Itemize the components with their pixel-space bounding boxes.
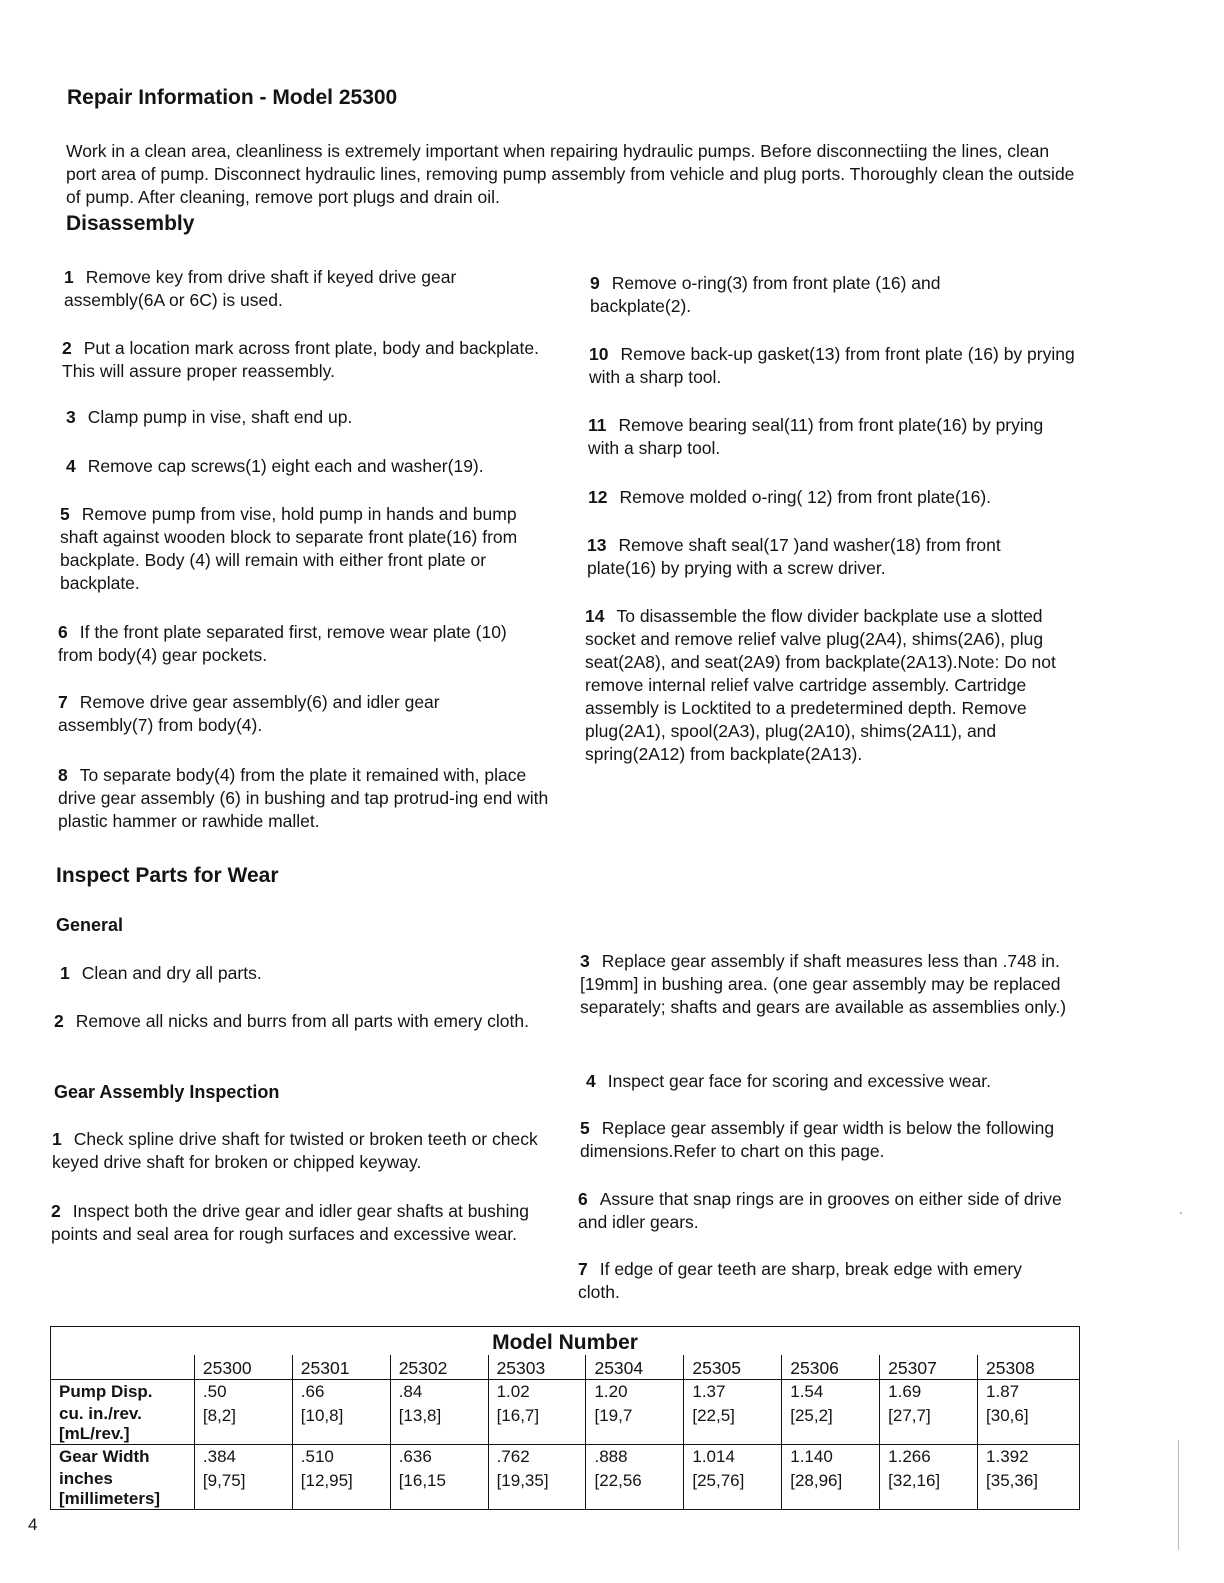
row-label: Pump Disp. cu. in./rev. [mL/rev.]: [51, 1380, 195, 1445]
model-header: 25301: [292, 1355, 390, 1380]
table-cell: .762 [19,35]: [488, 1445, 586, 1510]
header-blank: [51, 1355, 195, 1380]
gear-step: 1 Check spline drive shaft for twisted or broken teeth or check keyed drive shaft for broken or chipped keyway.: [52, 1129, 538, 1172]
row-label: Gear Width inches [millimeters]: [51, 1445, 195, 1510]
page-number: 4: [28, 1515, 38, 1534]
disassembly-step: 12 Remove molded o-ring( 12) from front plate(16).: [588, 487, 992, 507]
table-cell: 1.37 [22,5]: [684, 1380, 782, 1445]
disassembly-step: 10 Remove back-up gasket(13) from front plate (16) by prying with a sharp tool.: [589, 344, 1075, 387]
disassembly-step: 2 Put a location mark across front plate, body and backplate. This will assure proper reassembly.: [62, 338, 539, 381]
model-spec-table: [50, 1326, 1080, 1510]
inspect-heading: Inspect Parts for Wear: [56, 864, 279, 887]
page-title: Repair Information - Model 25300: [67, 86, 398, 109]
disassembly-step: 13 Remove shaft seal(17 )and washer(18) from front plate(16) by prying with a screw driver.: [587, 535, 1001, 578]
gear-step: 3 Replace gear assembly if shaft measures less than .748 in. [19mm] in bushing area. (one gear assembly may be replaced separately; shafts and gears are available as assemblies only.): [580, 951, 1067, 1017]
model-header: 25307: [880, 1355, 978, 1380]
model-header: 25305: [684, 1355, 782, 1380]
table-cell: 1.87 [30,6]: [978, 1380, 1080, 1445]
general-step: 2 Remove all nicks and burrs from all parts with emery cloth.: [54, 1011, 529, 1031]
table-cell: 1.140 [28,96]: [782, 1445, 880, 1510]
disassembly-step: 5 Remove pump from vise, hold pump in hands and bump shaft against wooden block to separate front plate(16) from backplate. Body (4) will remain with either front plate or backplate.: [60, 504, 518, 593]
table-cell: .384 [9,75]: [194, 1445, 292, 1510]
model-header: 25300: [194, 1355, 292, 1380]
table-cell: 1.69 [27,7]: [880, 1380, 978, 1445]
table-cell: 1.392 [35,36]: [978, 1445, 1080, 1510]
scan-speck: [1178, 1440, 1179, 1550]
disassembly-step: 3 Clamp pump in vise, shaft end up.: [66, 407, 353, 427]
gear-step: 4 Inspect gear face for scoring and excessive wear.: [586, 1071, 991, 1091]
disassembly-step: 6 If the front plate separated first, remove wear plate (10) from body(4) gear pockets.: [58, 622, 507, 665]
table-cell: .84 [13,8]: [390, 1380, 488, 1445]
gear-step: 5 Replace gear assembly if gear width is below the following dimensions.Refer to chart on this page.: [580, 1118, 1055, 1161]
table-cell: .510 [12,95]: [292, 1445, 390, 1510]
disassembly-heading: Disassembly: [66, 212, 195, 235]
gear-step: 7 If edge of gear teeth are sharp, break edge with emery cloth.: [578, 1259, 1022, 1302]
disassembly-step: 1 Remove key from drive shaft if keyed drive gear assembly(6A or 6C) is used.: [64, 267, 457, 310]
disassembly-step: 8 To separate body(4) from the plate it remained with, place drive gear assembly (6) in bushing and tap protrud-ing end with plastic hammer or rawhide mallet.: [58, 765, 549, 831]
gear-step: 6 Assure that snap rings are in grooves on either side of drive and idler gears.: [578, 1189, 1062, 1232]
model-header-row: [51, 1355, 1080, 1380]
table-cell: .636 [16,15: [390, 1445, 488, 1510]
intro-paragraph: Work in a clean area, cleanliness is extremely important when repairing hydraulic pumps. Before disconnectiing the lines, clean port area of pump. Disconnect hydraulic lines, removing pump assembly from vehicle and plug ports. Thoroughly clean the outside of pump. After cleaning, remove port plugs and drain oil.: [66, 141, 1075, 207]
table-cell: .50 [8,2]: [194, 1380, 292, 1445]
table-row-pump-disp: [51, 1380, 1080, 1445]
disassembly-step: 9 Remove o-ring(3) from front plate (16) and backplate(2).: [590, 273, 941, 316]
general-heading: General: [56, 915, 124, 935]
model-header: 25308: [978, 1355, 1080, 1380]
table-cell: .66 [10,8]: [292, 1380, 390, 1445]
model-header: 25302: [390, 1355, 488, 1380]
table-cell: 1.014 [25,76]: [684, 1445, 782, 1510]
general-step: 1 Clean and dry all parts.: [60, 963, 262, 983]
model-header: 25304: [586, 1355, 684, 1380]
disassembly-step: 11 Remove bearing seal(11) from front plate(16) by prying with a sharp tool.: [588, 415, 1044, 458]
disassembly-step: 4 Remove cap screws(1) eight each and washer(19).: [66, 456, 484, 476]
table-cell: .888 [22,56: [586, 1445, 684, 1510]
table-cell: 1.20 [19,7: [586, 1380, 684, 1445]
table-row-gear-width: [51, 1445, 1080, 1510]
scan-speck: [1180, 1212, 1182, 1214]
disassembly-step: 7 Remove drive gear assembly(6) and idler gear assembly(7) from body(4).: [58, 692, 440, 735]
gear-inspection-heading: Gear Assembly Inspection: [54, 1082, 280, 1102]
table-cell: 1.02 [16,7]: [488, 1380, 586, 1445]
gear-step: 2 Inspect both the drive gear and idler gear shafts at bushing points and seal area for rough surfaces and excessive wear.: [51, 1201, 529, 1244]
table-cell: 1.266 [32,16]: [880, 1445, 978, 1510]
model-header: 25303: [488, 1355, 586, 1380]
model-header: 25306: [782, 1355, 880, 1380]
disassembly-step: 14 To disassemble the flow divider backplate use a slotted socket and remove relief valve plug(2A4), shims(2A6), plug seat(2A8), and seat(2A9) from backplate(2A13).Note: Do not remove internal relief valve cartridge assembly. Cartridge assembly is Locktited to a predetermined depth. Remove plug(2A1), spool(2A3), plug(2A10), shims(2A11), and spring(2A12) from backplate(2A13).: [585, 606, 1056, 764]
table-cell: 1.54 [25,2]: [782, 1380, 880, 1445]
model-number-title: Model Number: [492, 1331, 638, 1354]
